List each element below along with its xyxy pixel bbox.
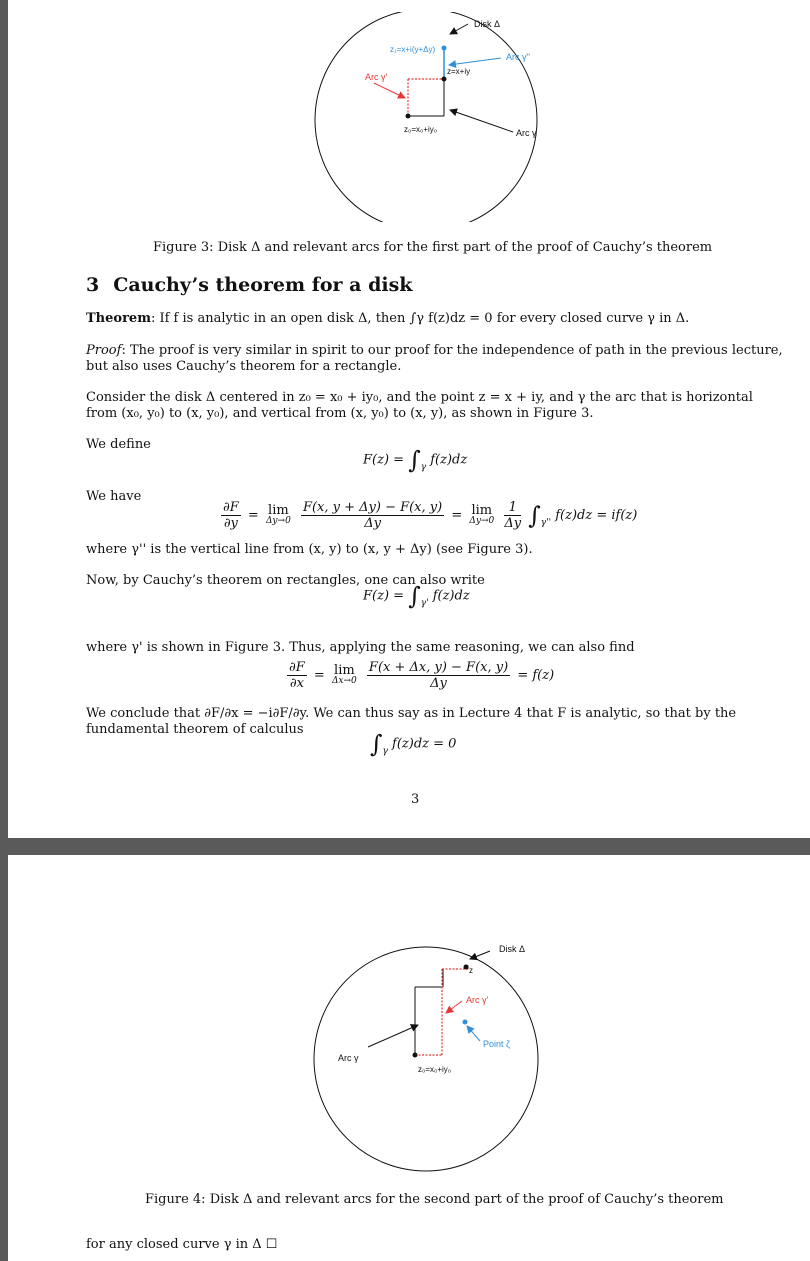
z1-label: z₁=x+i(y+Δy) (390, 45, 436, 54)
eq3-sub: γ' (420, 598, 429, 609)
z0-label: z₀=x₀+iy₀ (404, 125, 438, 134)
eq3-lhs: F(z) = (363, 588, 405, 604)
z-label-2: z (469, 966, 473, 975)
document-page-1 (8, 0, 810, 838)
theorem-statement (86, 311, 689, 327)
theorem-text: : If f is analytic in an open disk Δ, then ∫γ f(z)dz = 0 for every closed curve γ in Δ. (150, 311, 690, 326)
eq2-frac: $\frac{F(x, y + \Delta y) - F(x, y)}{\Delta y}$ (302, 500, 443, 531)
eq2-integral-sign: ∫ (528, 501, 541, 530)
eq5-integrand: f(z)dz = 0 (392, 736, 457, 752)
arc-gamma-double-prime-label: Arc γ'' (506, 52, 530, 62)
point-zeta (463, 1020, 468, 1025)
figure-4-diagram (288, 937, 588, 1177)
arc-gamma-prime-arrow-2 (446, 1001, 462, 1013)
eq5-sub: γ (382, 746, 388, 757)
eq2-partial: $\frac{\partial F}{\partial y}$ (223, 500, 239, 531)
eq1-lhs: F(z) = (363, 452, 405, 468)
figure-4-caption: Figure 4: Disk Δ and relevant arcs for the second part of the proof of Cauchy’s theorem (145, 1192, 724, 1207)
proof-text-1: : The proof is very similar in spirit to our proof for the independence of path in the previous lecture, (121, 343, 783, 358)
equation-dF-dx: $\frac{\partial F}{\partial x}$ = lim Δx→0 $\frac{F(x + \Delta x, y) - F(x, y)}{\Delta y}$ = f(z) (289, 660, 555, 691)
eq1-integrand: f(z)dz (430, 452, 468, 468)
arc-gamma-label-2: Arc γ (338, 1053, 359, 1063)
conclude-line-1: We conclude that ∂F/∂x = −i∂F/∂y. We can thus say as in Lecture 4 that F is analytic, so that by the (86, 706, 737, 721)
proof-label: Proof (86, 343, 122, 358)
disk-arrow (450, 24, 468, 34)
equation-dF-dy: $\frac{\partial F}{\partial y}$ = lim Δy→0 $\frac{F(x, y + \Delta y) - F(x, y)}{\Delta y}$ = lim Δy→0 $\frac{1}{\Delta y}$ $\int_{\gamma''}$ f(z)dz = if(z) (223, 500, 638, 531)
section-number: 3 (86, 274, 100, 296)
final-statement: for any closed curve γ in Δ ☐ (86, 1237, 278, 1252)
point-z1 (442, 46, 447, 51)
equation-closed-integral (370, 730, 457, 760)
section-title: Cauchy’s theorem for a disk (113, 274, 413, 296)
point-z (442, 77, 447, 82)
eq4-partial: $\frac{\partial F}{\partial x}$ (289, 660, 305, 691)
figure-3-caption: Figure 3: Disk Δ and relevant arcs for the first part of the proof of Cauchy’s theorem (153, 240, 713, 255)
arc-gamma-double-prime-arrow (449, 58, 501, 65)
we-define: We define (86, 437, 151, 452)
disk-circle (315, 12, 537, 222)
z-label: z=x+iy (447, 67, 471, 76)
eq2-rhs: f(z)dz = if(z) (555, 508, 638, 523)
where-gamma-prime: where γ' is shown in Figure 3. Thus, applying the same reasoning, we can also find (86, 640, 635, 655)
point-z-2 (464, 965, 469, 970)
proof-line-1 (86, 343, 783, 359)
document-page-2 (8, 855, 810, 1261)
point-z0-2 (413, 1053, 418, 1058)
arc-gamma-label: Arc γ (516, 128, 537, 138)
eq4-frac: $\frac{F(x + \Delta x, y) - F(x, y)}{\Delta y}$ (368, 660, 509, 691)
point-zeta-label: Point ζ (483, 1039, 510, 1049)
equation-F-gamma-prime (363, 582, 470, 612)
eq2-lim: lim Δy→0 (265, 502, 291, 526)
integral-sign: ∫ (408, 446, 421, 474)
eq5-integral-sign: ∫ (370, 730, 383, 758)
arc-gamma-arrow-2 (368, 1025, 418, 1047)
eq4-lim: lim Δx→0 (331, 662, 357, 686)
arc-gamma-prime-arrow (374, 83, 405, 98)
arc-gamma-prime-label: Arc γ' (365, 72, 388, 82)
disk-arrow-2 (470, 951, 490, 959)
now-by-cauchy: Now, by Cauchy’s theorem on rectangles, one can also write (86, 573, 485, 588)
eq2-one-over-dy: $\frac{1}{\Delta y}$ (504, 500, 522, 531)
conclude-line-2: fundamental theorem of calculus (86, 722, 304, 737)
point-z0 (406, 114, 411, 119)
where-gamma-double-prime: where γ'' is the vertical line from (x, y) to (x, y + Δy) (see Figure 3). (86, 542, 533, 557)
we-have: We have (86, 489, 142, 504)
figure-3-diagram (288, 12, 588, 222)
theorem-label: Theorem (86, 311, 151, 326)
page-number: 3 (411, 792, 420, 807)
arc-gamma-prime-label-2: Arc γ' (466, 995, 489, 1005)
eq1-sub: γ (420, 462, 427, 473)
eq4-rhs: = f(z) (517, 668, 555, 683)
z0-label-2: z₀=x₀+iy₀ (418, 1065, 452, 1074)
eq3-integrand: f(z)dz (432, 588, 470, 604)
eq2-lim-2: lim Δy→0 (469, 502, 495, 526)
disk-label-2: Disk Δ (499, 944, 526, 954)
arc-gamma-arrow (450, 110, 513, 132)
disk-label: Disk Δ (474, 19, 501, 29)
section-heading (86, 274, 412, 296)
equation-F-definition (363, 446, 468, 476)
eq2-int-sub: γ'' (540, 518, 552, 528)
consider-line-2: from (x₀, y₀) to (x, y₀), and vertical from (x, y₀) to (x, y), as shown in Figure 3. (86, 406, 594, 421)
point-zeta-arrow (467, 1026, 480, 1041)
proof-line-2: but also uses Cauchy’s theorem for a rectangle. (86, 359, 402, 374)
eq3-integral-sign: ∫ (408, 582, 421, 610)
page-gap (0, 838, 810, 855)
consider-line-1: Consider the disk Δ centered in z₀ = x₀ + iy₀, and the point z = x + iy, and γ the arc that is horizontal (86, 390, 753, 405)
